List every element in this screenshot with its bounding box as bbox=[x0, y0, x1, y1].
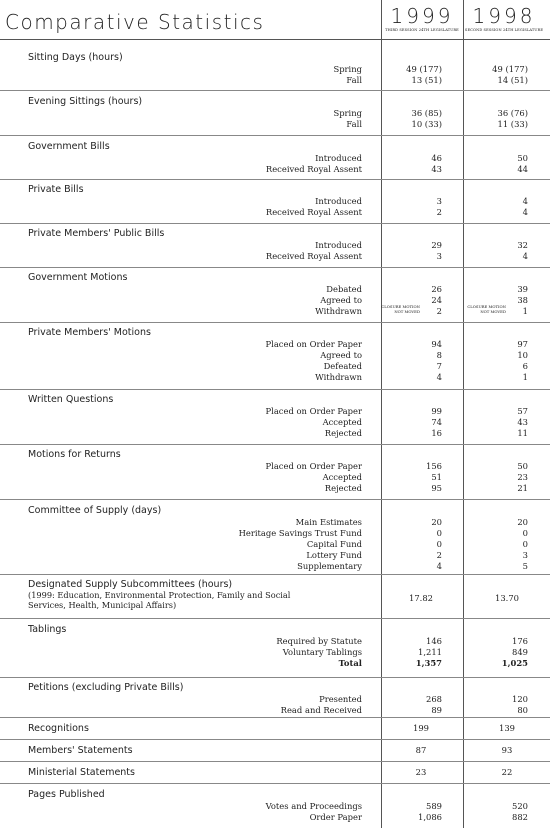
value-1998: 49 (177) bbox=[492, 64, 528, 74]
section-divider bbox=[0, 223, 550, 224]
value-1998: 4 bbox=[522, 251, 528, 261]
value-1999: 146 bbox=[426, 636, 442, 646]
row-label: Defeated bbox=[323, 361, 362, 371]
value-1999: 94 bbox=[431, 339, 442, 349]
value-1999: 49 (177) bbox=[406, 64, 442, 74]
value-1998: 80 bbox=[517, 705, 528, 715]
row-label: Presented bbox=[319, 694, 362, 704]
row-label: Placed on Order Paper bbox=[265, 406, 362, 416]
value-1999: 268 bbox=[426, 694, 442, 704]
row-label: Placed on Order Paper bbox=[265, 461, 362, 471]
row-label: Rejected bbox=[324, 428, 362, 438]
value-1998: 50 bbox=[517, 461, 528, 471]
value-1999: 0 bbox=[436, 539, 442, 549]
value-1999: 3 bbox=[436, 196, 442, 206]
section-title: Sitting Days (hours) bbox=[28, 52, 123, 63]
row-label: Order Paper bbox=[309, 812, 362, 822]
value-1998: 57 bbox=[517, 406, 528, 416]
row-label: Received Royal Assent bbox=[265, 164, 362, 174]
section-title: Government Bills bbox=[28, 141, 110, 152]
section-title: Pages Published bbox=[28, 789, 105, 800]
value-1998: 43 bbox=[517, 417, 528, 427]
section-divider bbox=[0, 389, 550, 390]
row-label: Introduced bbox=[315, 153, 362, 163]
value-1999: 0 bbox=[436, 528, 442, 538]
row-label: Read and Received bbox=[280, 705, 362, 715]
value-1999: 16 bbox=[431, 428, 442, 438]
value-1998: 44 bbox=[517, 164, 528, 174]
value-1999: 29 bbox=[431, 240, 442, 250]
value-1998: 21 bbox=[517, 483, 528, 493]
value-1998: 120 bbox=[512, 694, 528, 704]
value-1999: 10 (33) bbox=[411, 119, 442, 129]
value-1998: 176 bbox=[512, 636, 528, 646]
value-1999: 3 bbox=[436, 251, 442, 261]
section-title: Private Bills bbox=[28, 184, 84, 195]
footnote-1998: CLOSURE MOTION NOT MOVED bbox=[467, 304, 506, 314]
value-1999: 20 bbox=[431, 517, 442, 527]
header-rule bbox=[0, 39, 550, 40]
row-label: Spring bbox=[333, 64, 362, 74]
value-1999: 7 bbox=[436, 361, 442, 371]
row-label: Received Royal Assent bbox=[265, 207, 362, 217]
section-divider bbox=[0, 574, 550, 575]
value-1999: 23 bbox=[415, 767, 427, 777]
value-1999: 1,086 bbox=[418, 812, 442, 822]
value-1998: 23 bbox=[517, 472, 528, 482]
value-1999: 17.82 bbox=[409, 593, 433, 603]
section-divider bbox=[0, 499, 550, 500]
year-1998-header: 1998 bbox=[472, 4, 536, 28]
value-1998: 97 bbox=[517, 339, 528, 349]
row-label: Agreed to bbox=[320, 295, 362, 305]
row-label: Fall bbox=[346, 119, 362, 129]
value-1998: 1 bbox=[522, 372, 528, 382]
section-title: Recognitions bbox=[28, 723, 89, 734]
row-label: Voluntary Tablings bbox=[282, 647, 362, 657]
section-divider bbox=[0, 677, 550, 678]
value-1999: 1,357 bbox=[415, 658, 442, 668]
session-1998-label: SECOND SESSION 24TH LEGISLATURE bbox=[464, 28, 544, 32]
session-1999-label: THIRD SESSION 24TH LEGISLATURE bbox=[385, 28, 459, 32]
row-label: Agreed to bbox=[320, 350, 362, 360]
row-label: Withdrawn bbox=[315, 306, 362, 316]
value-1999: 95 bbox=[431, 483, 442, 493]
value-1998: 0 bbox=[522, 539, 528, 549]
section-divider bbox=[0, 267, 550, 268]
row-label: Debated bbox=[326, 284, 362, 294]
value-1999: 2 bbox=[436, 306, 442, 316]
value-1999: 1,211 bbox=[418, 647, 442, 657]
row-label: Introduced bbox=[315, 196, 362, 206]
value-1998: 1,025 bbox=[501, 658, 528, 668]
value-1999: 89 bbox=[431, 705, 442, 715]
section-divider bbox=[0, 135, 550, 136]
value-1998: 10 bbox=[517, 350, 528, 360]
row-label: Introduced bbox=[315, 240, 362, 250]
value-1999: 156 bbox=[426, 461, 442, 471]
value-1998: 4 bbox=[522, 207, 528, 217]
section-title: Evening Sittings (hours) bbox=[28, 96, 143, 107]
value-1998: 11 (33) bbox=[497, 119, 528, 129]
value-1998: 20 bbox=[517, 517, 528, 527]
value-1998: 22 bbox=[501, 767, 513, 777]
value-1999: 8 bbox=[436, 350, 442, 360]
row-label: Received Royal Assent bbox=[265, 251, 362, 261]
row-label: Placed on Order Paper bbox=[265, 339, 362, 349]
row-label: Capital Fund bbox=[306, 539, 362, 549]
value-1998: 36 (76) bbox=[497, 108, 528, 118]
value-1999: 51 bbox=[431, 472, 442, 482]
section-divider bbox=[0, 179, 550, 180]
section-divider bbox=[0, 739, 550, 740]
value-1999: 36 (85) bbox=[411, 108, 442, 118]
section-title: Government Motions bbox=[28, 272, 128, 283]
row-label: Accepted bbox=[322, 472, 362, 482]
value-1999: 24 bbox=[431, 295, 442, 305]
value-1999: 46 bbox=[431, 153, 442, 163]
value-1998: 5 bbox=[522, 561, 528, 571]
section-title: Petitions (excluding Private Bills) bbox=[28, 682, 184, 693]
row-label: Spring bbox=[333, 108, 362, 118]
value-1998: 0 bbox=[522, 528, 528, 538]
section-title: Ministerial Statements bbox=[28, 767, 135, 778]
value-1999: 43 bbox=[431, 164, 442, 174]
section-title: Members' Statements bbox=[28, 745, 133, 756]
value-1999: 4 bbox=[436, 372, 442, 382]
section-title: Designated Supply Subcommittees (hours) bbox=[28, 579, 233, 590]
row-label: Votes and Proceedings bbox=[265, 801, 362, 811]
page-title: Comparative Statistics bbox=[5, 10, 265, 34]
value-1998: 14 (51) bbox=[497, 75, 528, 85]
row-label: Heritage Savings Trust Fund bbox=[238, 528, 362, 538]
section-title: Private Members' Motions bbox=[28, 327, 151, 338]
row-label: Main Estimates bbox=[295, 517, 362, 527]
section-divider bbox=[0, 618, 550, 619]
value-1998: 50 bbox=[517, 153, 528, 163]
value-1998: 13.70 bbox=[495, 593, 519, 603]
row-label: Lottery Fund bbox=[306, 550, 362, 560]
value-1998: 39 bbox=[517, 284, 528, 294]
value-1999: 87 bbox=[415, 745, 427, 755]
row-label: Rejected bbox=[324, 483, 362, 493]
row-label: Withdrawn bbox=[315, 372, 362, 382]
value-1998: 38 bbox=[517, 295, 528, 305]
section-title: Tablings bbox=[28, 624, 67, 635]
section-divider bbox=[0, 90, 550, 91]
value-1998: 849 bbox=[512, 647, 528, 657]
value-1999: 4 bbox=[436, 561, 442, 571]
section-divider bbox=[0, 761, 550, 762]
section-title: Motions for Returns bbox=[28, 449, 121, 460]
value-1998: 93 bbox=[501, 745, 513, 755]
value-1999: 2 bbox=[436, 550, 442, 560]
value-1998: 520 bbox=[512, 801, 528, 811]
value-1998: 882 bbox=[512, 812, 528, 822]
value-1998: 139 bbox=[499, 723, 515, 733]
value-1998: 6 bbox=[522, 361, 528, 371]
row-label: Fall bbox=[346, 75, 362, 85]
row-label: Supplementary bbox=[297, 561, 362, 571]
value-1998: 3 bbox=[522, 550, 528, 560]
section-divider bbox=[0, 717, 550, 718]
value-1998: 11 bbox=[517, 428, 528, 438]
section-divider bbox=[0, 322, 550, 323]
row-label: Required by Statute bbox=[276, 636, 362, 646]
value-1999: 2 bbox=[436, 207, 442, 217]
footnote-1999: CLOSURE MOTION NOT MOVED bbox=[381, 304, 420, 314]
value-1999: 589 bbox=[426, 801, 442, 811]
row-label: Total bbox=[338, 658, 362, 668]
value-1999: 74 bbox=[431, 417, 442, 427]
section-title: Private Members' Public Bills bbox=[28, 228, 165, 239]
value-1999: 99 bbox=[431, 406, 442, 416]
year-1999-header: 1999 bbox=[390, 4, 454, 28]
section-note: (1999: Education, Environmental Protection, Family and Social Services, Health, Municipal Affairs) bbox=[28, 590, 291, 610]
section-title: Written Questions bbox=[28, 394, 114, 405]
section-divider bbox=[0, 783, 550, 784]
value-1998: 4 bbox=[522, 196, 528, 206]
value-1999: 199 bbox=[413, 723, 429, 733]
section-title: Committee of Supply (days) bbox=[28, 505, 162, 516]
value-1999: 13 (51) bbox=[411, 75, 442, 85]
row-label: Accepted bbox=[322, 417, 362, 427]
value-1998: 32 bbox=[517, 240, 528, 250]
value-1998: 1 bbox=[522, 306, 528, 316]
section-divider bbox=[0, 444, 550, 445]
value-1999: 26 bbox=[431, 284, 442, 294]
